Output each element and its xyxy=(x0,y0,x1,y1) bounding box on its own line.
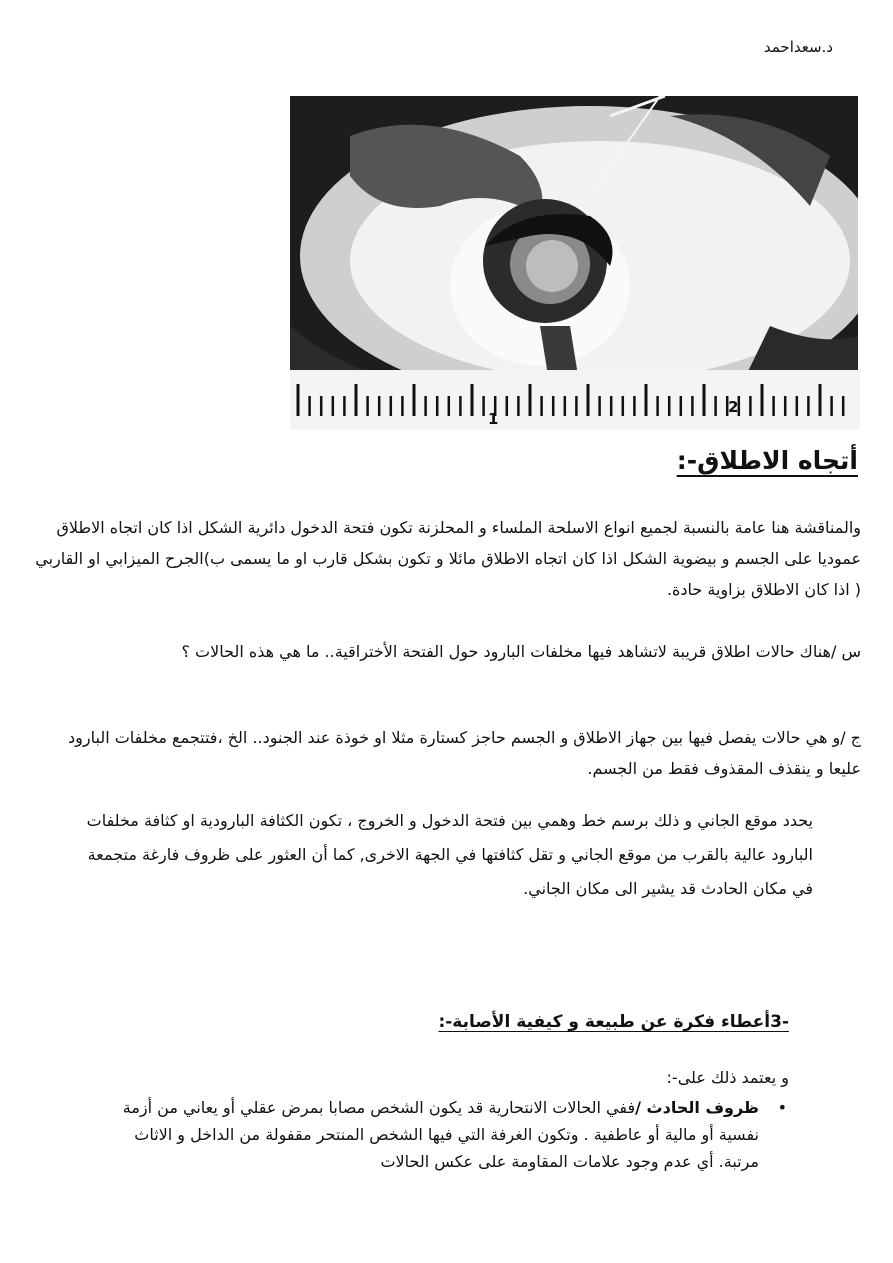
section-heading-shooting-direction: أتجاه الاطلاق-: xyxy=(676,446,858,475)
paragraph-question: س /هناك حالات اطلاق قريبة لاتشاهد فيها مخلفات البارود حول الفتحة الأختراقية.. ما هي هذه الحالات ؟ xyxy=(181,642,861,661)
ruler-ticks xyxy=(290,370,860,430)
bullet-label: ظروف الحادث / xyxy=(635,1098,759,1117)
ruler-label-1: 1 xyxy=(488,410,499,428)
bullet-icon: • xyxy=(777,1098,787,1117)
list-item xyxy=(89,1094,789,1175)
wound-photo-drawing xyxy=(290,96,858,388)
wound-photo-icon xyxy=(290,96,858,388)
paragraph-discussion: والمناقشة هنا عامة بالنسبة لجميع انواع الاسلحة الملساء و المحلزنة تكون فتحة الدخول دائرية الشكل اذا كان اتجاه الاطلاق عموديا على الجسم و بيضوية الشكل اذا كان اتجاه الاطلاق مائلا و تكون بشكل قارب او ما يسمى ب)الجرح الميزابي او القاربي ( اذا كان الاطلاق بزاوية حادة. xyxy=(35,518,861,599)
paragraph-shooter-location: يحدد موقع الجاني و ذلك برسم خط وهمي بين فتحة الدخول و الخروج ، تكون الكثافة البارودية او كثافة مخلفات البارود عالية بالقرب من موقع الجاني و تقل كثافتها في الجهة الاخرى, كما أن العثور على ظروف فارغة متجمعة في مكان الحادث قد يشير الى مكان الجاني. xyxy=(86,811,813,898)
intro-line: و يعتمد ذلك على-: xyxy=(666,1068,789,1087)
paragraph-answer: ج /و هي حالات يفصل فيها بين جهاز الاطلاق و الجسم حاجز كستارة مثلا او خوذة عند الجنود.. الخ ،فتتجمع مخلفات البارود عليعا و ينقذف المقذوف فقط من الجسم. xyxy=(68,728,861,778)
author-name: د.سعداحمد xyxy=(763,38,833,56)
measurement-ruler xyxy=(290,370,860,430)
section-heading-injury-nature: -3أعطاء فكرة عن طبيعة و كيفية الأصابة-: xyxy=(438,1012,789,1032)
ruler-label-2: 2 xyxy=(728,398,739,416)
bullet-text: ففي الحالات الانتحارية قد يكون الشخص مصابا بمرض عقلي أو يعاني من أزمة نفسية أو مالية أو عاطفية . وتكون الغرفة التي فيها الشخص المنتحر مقفولة من الداخل و الاثاث مرتبة. أي عدم وجود علامات المقاومة على عكس الحالات xyxy=(122,1098,759,1171)
